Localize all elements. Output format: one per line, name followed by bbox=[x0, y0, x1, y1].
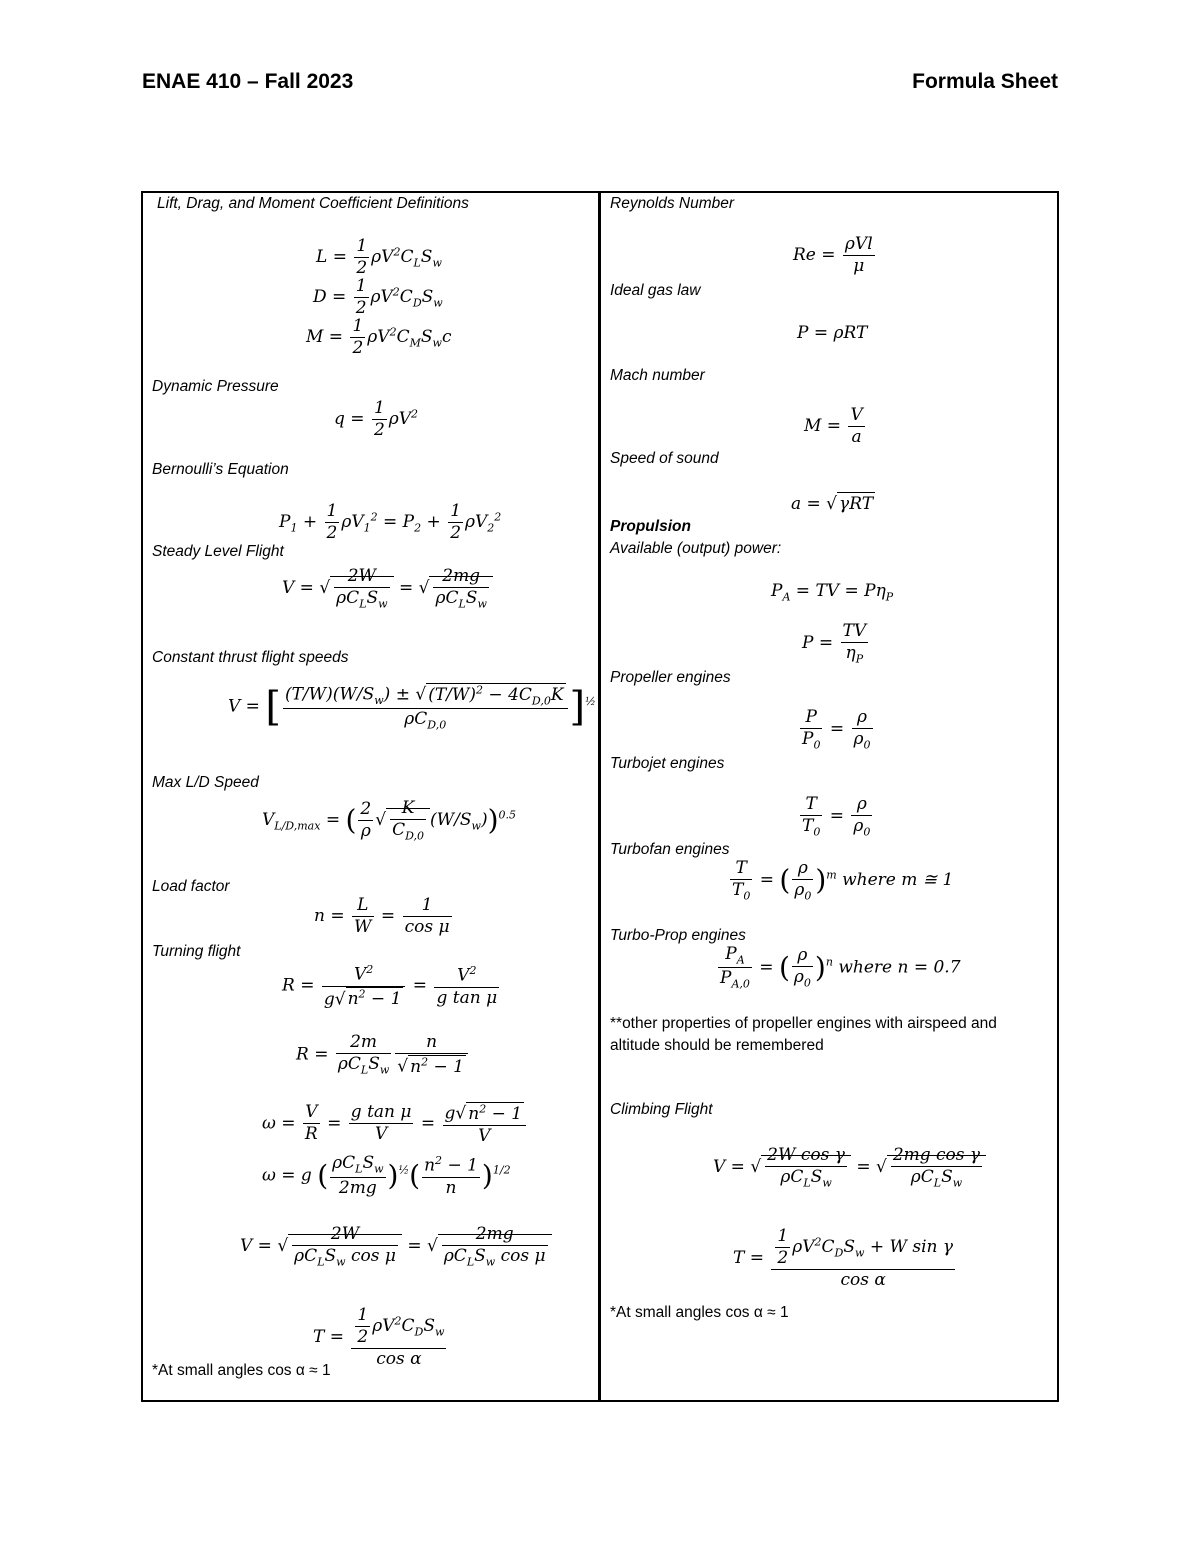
right-small-angle-note: *At small angles cos α ≈ 1 bbox=[610, 1304, 789, 1321]
turn-radius-mass-equation: R = 2m $\rho C_LS_w$ $\frac{n}{√ n^2 - 1}$ bbox=[296, 1034, 470, 1076]
climbing-label: Climbing Flight bbox=[610, 1101, 713, 1118]
moment-equation: M = $\frac{1}{2}$ $\rho V^2C_MS_wc$ bbox=[306, 316, 452, 358]
available-power-label: Available (output) power: bbox=[610, 540, 782, 557]
dynamic-pressure-label: Dynamic Pressure bbox=[152, 378, 279, 395]
drag-equation: D = $\frac{1}{2}$ $\rho V^2C_DS_w$ bbox=[313, 276, 443, 318]
steady-level-label: Steady Level Flight bbox=[152, 543, 284, 560]
load-factor-equation: n = $\frac{L}{W}$ = $\frac{1}{\text{cos μ}}$ bbox=[314, 895, 450, 937]
constant-thrust-label: Constant thrust flight speeds bbox=[152, 649, 349, 666]
left-small-angle-note: *At small angles cos α ≈ 1 bbox=[152, 1362, 331, 1379]
climbing-thrust-equation: T = $\frac{1}{2}$ $\rho V^2C_DS_w + W$ sin γ cos α bbox=[733, 1226, 954, 1290]
sound-equation: a = √ γRT bbox=[791, 494, 874, 514]
climbing-velocity-equation: V = √ 2W cos γ $\rho C_LS_w$ = √ 2mg cos γ $\rho C_LS_w$ bbox=[713, 1147, 986, 1188]
turbofan-equation: $\frac{T}{T_0}$ = ( $\frac{\rho}{\rho_0}$ )$^m$ where m ≅ 1 bbox=[732, 858, 954, 903]
turbojet-label: Turbojet engines bbox=[610, 755, 725, 772]
turbojet-equation: $\frac{T}{T_0}$ = $\frac{\rho}{\rho_0}$ bbox=[802, 794, 871, 839]
propulsion-label: Propulsion bbox=[610, 518, 691, 535]
mach-label: Mach number bbox=[610, 367, 705, 384]
dynamic-pressure-equation: q = $\frac{1}{2}$ $\rho V^2$ bbox=[334, 398, 419, 440]
turboprop-label: Turbo-Prop engines bbox=[610, 927, 746, 944]
steady-level-equation: V = √ 2W $\rho C_LS_w$ = √ 2mg $\rho C_LS_w$ bbox=[282, 568, 493, 609]
turn-radius-equation: R = $\frac{V^2}{g√ n^2 - 1}$ = $\frac{V^2}{\text{g tan μ}}$ bbox=[282, 963, 498, 1010]
turning-label: Turning flight bbox=[152, 943, 241, 960]
max-ld-label: Max L/D Speed bbox=[152, 774, 259, 791]
load-factor-label: Load factor bbox=[152, 878, 230, 895]
propeller-label: Propeller engines bbox=[610, 669, 731, 686]
turn-rate-density-equation: ω = g ( $\rho C_LS_w$ 2mg )$^{\frac{1}{2}}$( $\frac{n^2 - 1}{n}$ )$^{1/2}$ bbox=[262, 1153, 511, 1198]
bernoulli-equation: $P_1$ + $\frac{1}{2}$ $\rho V_1^2 = P_2$ + $\frac{1}{2}$ $\rho V_2^2$ bbox=[279, 501, 502, 543]
available-power-equation: $P_A$ = TV = $P\eta_P$ bbox=[771, 581, 894, 604]
turn-rate-equation: ω = $\frac{V}{R}$ = $\frac{\text{g tan μ}}{V}$ = $\frac{g√ n^2 - 1}{V}$ bbox=[262, 1103, 528, 1145]
coefficients-label: Lift, Drag, and Moment Coefficient Definitions bbox=[157, 195, 469, 212]
shaft-power-equation: P = $\frac{TV}{\eta_P}$ bbox=[802, 621, 867, 666]
sound-label: Speed of sound bbox=[610, 450, 719, 467]
propeller-note: **other properties of propeller engines with airspeed and altitude should be remembered bbox=[610, 1015, 997, 1054]
constant-thrust-equation: V = [ $(T/W)(W/S_w)$ ± √ $(T/W)^2 - 4C_{D,0}K$ $\rho C_{D,0}$ ]$^{\frac{1}{2}}$ bbox=[228, 683, 596, 732]
turboprop-equation: $\frac{P_A}{P_{A,0}}$ = ( $\frac{\rho}{\rho_0}$ )$^n$ where n = 0.7 bbox=[720, 944, 961, 991]
column-divider bbox=[598, 191, 601, 1402]
ideal-gas-equation: P = ρRT bbox=[797, 323, 868, 343]
sheet-title: Formula Sheet bbox=[912, 70, 1058, 93]
reynolds-label: Reynolds Number bbox=[610, 195, 735, 212]
turbofan-label: Turbofan engines bbox=[610, 841, 730, 858]
bernoulli-label: Bernoulli’s Equation bbox=[152, 461, 289, 478]
turning-velocity-equation: V = √ 2W $\rho C_LS_w$ cos μ = √ 2mg $\rho C_LS_w$ cos μ bbox=[240, 1226, 552, 1267]
lift-equation: L = $\frac{1}{2}$ $\rho V^2C_LS_w$ bbox=[316, 236, 442, 278]
reynolds-equation: Re = ρVl μ bbox=[793, 234, 873, 276]
max-ld-equation: $V_{L/D,max}$ = ( $\frac{2}{\rho}$ √ $\frac{K}{C_{D,0}}$ $(W/S_w))^{0.5}$ bbox=[262, 798, 517, 843]
propeller-equation: $\frac{P}{P_0}$ = $\frac{\rho}{\rho_0}$ bbox=[802, 707, 871, 752]
mach-equation: M = $\frac{V}{a}$ bbox=[804, 405, 863, 447]
ideal-gas-label: Ideal gas law bbox=[610, 282, 701, 299]
turning-thrust-equation: T = $\frac{1}{2}$ $\rho V^2C_DS_w$ cos α bbox=[313, 1305, 445, 1369]
course-title: ENAE 410 – Fall 2023 bbox=[142, 70, 354, 93]
